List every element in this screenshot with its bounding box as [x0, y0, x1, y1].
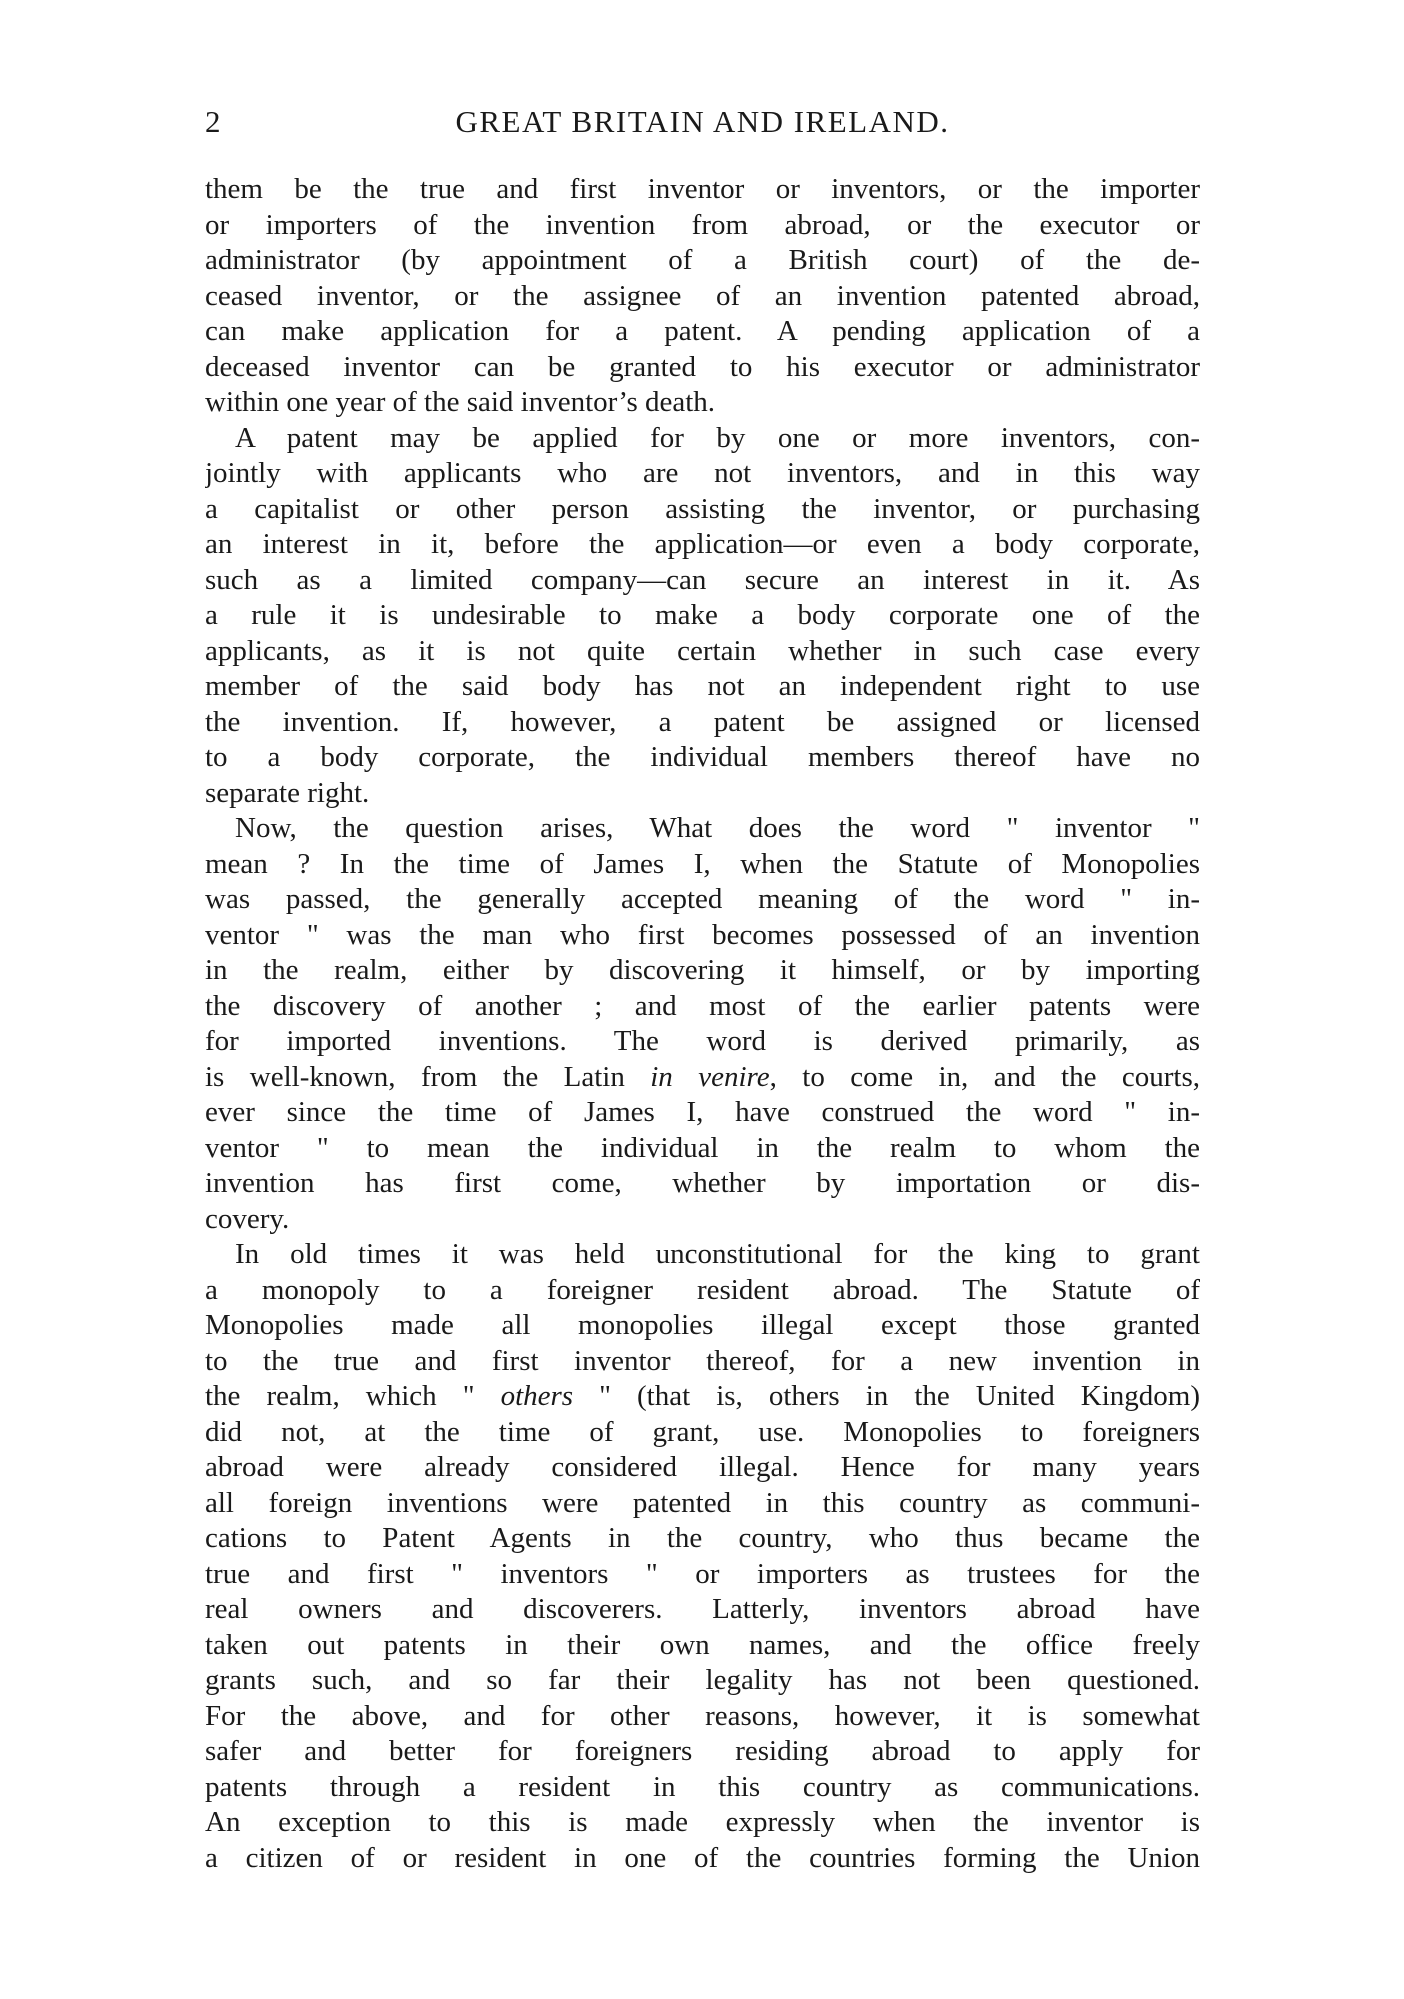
page-number: 2 [205, 104, 221, 139]
text-line: ever since the time of James I, have construed the word " in- [205, 1096, 1200, 1128]
text-line: abroad were already considered illegal. Hence for many years [205, 1451, 1200, 1483]
text-line: An exception to this is made expressly when the inventor is [205, 1806, 1200, 1838]
text-line: jointly with applicants who are not inventors, and in this way [205, 457, 1200, 489]
text-line: safer and better for foreigners residing abroad to apply for [205, 1735, 1200, 1767]
text-line: For the above, and for other reasons, however, it is somewhat [205, 1699, 1200, 1732]
text-line: Monopolies made all monopolies illegal except those granted [205, 1309, 1200, 1341]
text-line: did not, at the time of grant, use. Monopolies to foreigners [205, 1415, 1200, 1448]
text-line: ventor " was the man who first becomes possessed of an invention [205, 918, 1200, 951]
text-line: Now, the question arises, What does the word " inventor " [235, 812, 1200, 844]
text-line: a monopoly to a foreigner resident abroad. The Statute of [205, 1273, 1200, 1306]
italic-term: others [500, 1380, 574, 1412]
text-line: deceased inventor can be granted to his executor or administrator [205, 350, 1200, 383]
text-line: taken out patents in their own names, and the office freely [205, 1628, 1200, 1661]
text-line: a capitalist or other person assisting the inventor, or purchasing [205, 492, 1200, 525]
text-line: the invention. If, however, a patent be assigned or licensed [205, 705, 1200, 738]
text-line [205, 1379, 1200, 1415]
text-line: such as a limited company—can secure an interest in it. As [205, 563, 1200, 596]
text-line: cations to Patent Agents in the country, who thus became the [205, 1522, 1200, 1554]
text-line: or importers of the invention from abroad, or the executor or [205, 208, 1200, 241]
text-line: a citizen of or resident in one of the countries forming the Union [205, 1841, 1200, 1874]
text-segment: " (that is, others in the United Kingdom) [573, 1380, 1200, 1412]
text-line: A patent may be applied for by one or more inventors, con- [235, 421, 1200, 454]
text-line: ventor " to mean the individual in the realm to whom the [205, 1131, 1200, 1164]
text-segment: the realm, which " [205, 1380, 501, 1412]
text-line: administrator (by appointment of a British court) of the de- [205, 244, 1200, 276]
text-line [205, 1060, 1200, 1096]
running-title: GREAT BRITAIN AND IRELAND. [455, 104, 950, 139]
text-line: member of the said body has not an independent right to use [205, 670, 1200, 702]
text-line: was passed, the generally accepted meaning of the word " in- [205, 883, 1200, 915]
text-line: a rule it is undesirable to make a body corporate one of the [205, 599, 1200, 631]
text-line: for imported inventions. The word is derived primarily, as [205, 1025, 1200, 1057]
text-line: covery. [205, 1202, 290, 1235]
text-line: to a body corporate, the individual members thereof have no [205, 741, 1200, 773]
text-line: in the realm, either by discovering it himself, or by importing [205, 954, 1200, 986]
text-line: true and first " inventors " or importers as trustees for the [205, 1557, 1200, 1590]
text-line: grants such, and so far their legality has not been questioned. [205, 1664, 1200, 1696]
book-page [205, 100, 1200, 1876]
text-line: them be the true and first inventor or inventors, or the importer [205, 173, 1200, 205]
text-line: separate right. [205, 776, 370, 809]
text-segment: is well-known, from the Latin [205, 1060, 651, 1093]
running-head [205, 100, 1200, 150]
text-line: In old times it was held unconstitutional for the king to grant [235, 1238, 1200, 1270]
text-line: ceased inventor, or the assignee of an invention patented abroad, [205, 279, 1200, 312]
text-line: all foreign inventions were patented in this country as communi- [205, 1486, 1200, 1519]
text-line: within one year of the said inventor’s death. [205, 386, 716, 418]
text-line: to the true and first inventor thereof, for a new invention in [205, 1344, 1200, 1377]
text-line: applicants, as it is not quite certain whether in such case every [205, 634, 1200, 667]
italic-term: in venire [650, 1060, 770, 1093]
text-line: patents through a resident in this country as communications. [205, 1770, 1200, 1803]
text-segment: , to come in, and the courts, [769, 1060, 1200, 1093]
body-text [205, 172, 1200, 1876]
text-line: an interest in it, before the application—or even a body corporate, [205, 528, 1200, 560]
text-line: mean ? In the time of James I, when the Statute of Monopolies [205, 847, 1200, 880]
text-line: invention has first come, whether by importation or dis- [205, 1167, 1200, 1199]
text-line: real owners and discoverers. Latterly, inventors abroad have [205, 1593, 1200, 1625]
text-line: can make application for a patent. A pending application of a [205, 315, 1200, 347]
text-line: the discovery of another ; and most of the earlier patents were [205, 989, 1200, 1022]
